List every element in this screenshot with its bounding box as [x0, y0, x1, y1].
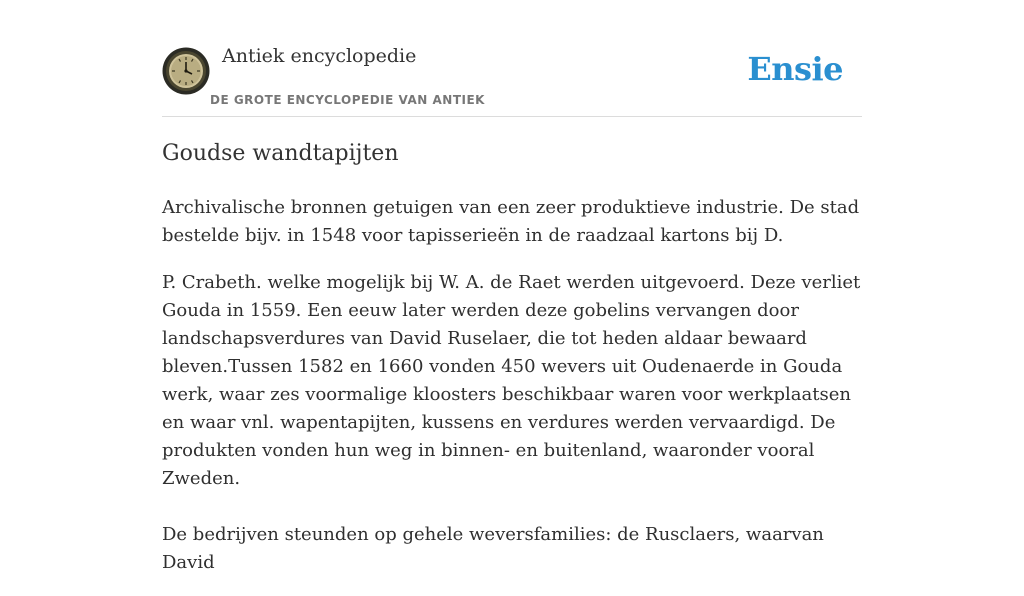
article — [162, 138, 862, 596]
site-name[interactable]: Antiek encyclopedie — [222, 45, 417, 67]
article-paragraph: P. Crabeth. welke mogelijk bij W. A. de Raet werden uitgevoerd. Deze verliet Gouda in 1559. Een eeuw later werden deze gobelins vervangen door landschapsverdures van David Ruselaer, die tot heden aldaar bewaard bleven.Tussen 1582 en 1660 vonden 450 wevers uit Oudenaerde in Gouda werk, waar zes voormalige kloosters beschikbaar waren voor werkplaatsen en waar vnl. wapentapijten, kussens en verdures werden vervaardigd. De produkten vonden hun weg in binnen- en buitenland, waaronder vooral Zweden. — [162, 272, 861, 489]
ensie-logo-link[interactable]: Ensie — [747, 50, 843, 88]
site-header — [162, 0, 862, 117]
article-paragraph: De bedrijven steunden op gehele weversfamilies: de Rusclaers, waarvan David — [162, 524, 824, 573]
article-paragraph: Archivalische bronnen getuigen van een zeer produktieve industrie. De stad bestelde bijv. in 1548 voor tapisserieën in de raadzaal kartons bij D. — [162, 197, 860, 246]
antique-clock-icon[interactable] — [162, 47, 210, 95]
site-tagline: DE GROTE ENCYCLOPEDIE VAN ANTIEK — [210, 93, 485, 107]
article-title: Goudse wandtapijten — [162, 141, 399, 166]
